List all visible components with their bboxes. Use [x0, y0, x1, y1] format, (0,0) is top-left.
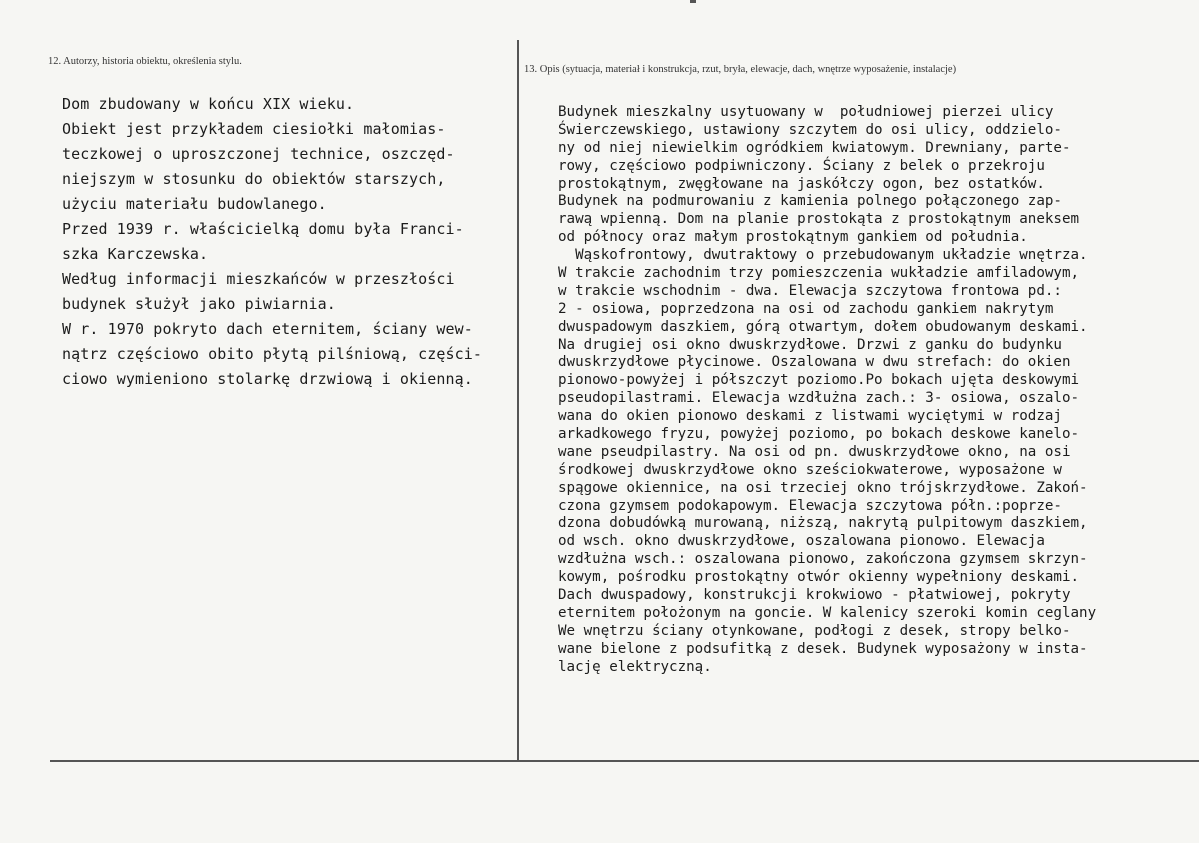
top-edge-mark: [690, 0, 696, 3]
text-line: wzdłużna wsch.: oszalowana pionowo, zakończona gzymsem skrzyn-: [558, 551, 1088, 568]
text-line: W r. 1970 pokryto dach eternitem, ściany wew-: [62, 320, 473, 338]
section-12-text: [62, 92, 512, 392]
bottom-rule: [50, 760, 1199, 762]
text-line: pseudopilastrami. Elewacja wzdłużna zach.: 3- osiowa, oszalo-: [558, 390, 1080, 407]
text-line: 2 - osiowa, poprzedzona na osi od zachodu gankiem nakrytym: [558, 300, 1054, 317]
text-line: Budynek na podmurowaniu z kamienia polnego połączonego zap-: [558, 193, 1062, 210]
text-line: Budynek mieszkalny usytuowany w południowej pierzei ulicy: [558, 104, 1054, 120]
text-line: Wąskofrontowy, dwutraktowy o przebudowanym układzie wnętrza.: [558, 247, 1088, 264]
text-line: Obiekt jest przykładem ciesiołki małomias-: [62, 120, 446, 138]
text-line: pionowo-powyżej i półszczyt poziomo.Po bokach ujęta deskowymi: [558, 372, 1080, 389]
text-line: dwuspadowym daszkiem, górą otwartym, dołem obudowanym deskami.: [558, 318, 1088, 335]
text-line: Dom zbudowany w końcu XIX wieku.: [62, 95, 355, 113]
text-line: Według informacji mieszkańców w przeszłości: [62, 270, 455, 288]
section-12-header: 12. Autorzy, historia obiektu, określenia stylu.: [48, 56, 242, 67]
text-line: wana do okien pionowo deskami z listwami wyciętymi w rodzaj: [558, 408, 1062, 425]
text-line: dzona dobudówką murowaną, niższą, nakrytą pulpitowym daszkiem,: [558, 515, 1088, 532]
text-line: W trakcie zachodnim trzy pomieszczenia wukładzie amfiladowym,: [558, 265, 1080, 282]
text-line: kowym, pośrodku prostokątny otwór okienny wypełniony deskami.: [558, 569, 1080, 586]
text-line: We wnętrzu ściany otynkowane, podłogi z desek, stropy belko-: [558, 622, 1071, 639]
text-line: dwuskrzydłowe płycinowe. Oszalowana w dwu strefach: do okien: [558, 354, 1071, 371]
section-13-text: [558, 104, 1198, 677]
text-line: rowy, częściowo podpiwniczony. Ściany z belek o przekroju: [558, 157, 1045, 174]
text-line: lację elektryczną.: [558, 658, 712, 675]
text-line: prostokątnym, zwęgłowane na jaskółczy ogon, bez ostatków.: [558, 175, 1045, 192]
text-line: wane bielone z podsufitką z desek. Budynek wyposażony w insta-: [558, 640, 1088, 657]
text-line: rawą wpienną. Dom na planie prostokąta z prostokątnym aneksem: [558, 211, 1080, 228]
text-line: teczkowej o uproszczonej technice, oszczęd-: [62, 145, 455, 163]
text-line: ny od niej niewielkim ogródkiem kwiatowym. Drewniany, parte-: [558, 139, 1071, 156]
text-line: Przed 1939 r. właścicielką domu była Franci-: [62, 220, 464, 238]
text-line: od północy oraz małym prostokątnym gankiem od południa.: [558, 229, 1028, 246]
text-line: środkowej dwuskrzydłowe okno sześciokwaterowe, wyposażone w: [558, 461, 1062, 478]
column-divider: [517, 40, 519, 760]
text-line: ciowo wymieniono stolarkę drzwiową i okienną.: [62, 370, 473, 388]
text-line: niejszym w stosunku do obiektów starszych,: [62, 170, 446, 188]
text-line: szka Karczewska.: [62, 245, 209, 263]
text-line: budynek służył jako piwiarnia.: [62, 295, 336, 313]
text-line: Dach dwuspadowy, konstrukcji krokwiowo - płatwiowej, pokryty: [558, 587, 1071, 604]
text-line: od wsch. okno dwuskrzydłowe, oszalowana pionowo. Elewacja: [558, 533, 1045, 550]
text-line: Świerczewskiego, ustawiony szczytem do osi ulicy, oddzielo-: [558, 121, 1062, 138]
text-line: wane pseudpilastry. Na osi od pn. dwuskrzydłowe okno, na osi: [558, 443, 1071, 460]
text-line: czona gzymsem podokapowym. Elewacja szczytowa półn.:poprze-: [558, 497, 1062, 514]
text-line: spągowe okiennice, na osi trzeciej okno trójskrzydłowe. Zakoń-: [558, 479, 1088, 496]
text-line: eternitem położonym na goncie. W kalenicy szeroki komin ceglany: [558, 604, 1097, 621]
text-line: w trakcie wschodnim - dwa. Elewacja szczytowa frontowa pd.:: [558, 282, 1062, 299]
text-line: nątrz częściowo obito płytą pilśniową, części-: [62, 345, 483, 363]
section-13-header: 13. Opis (sytuacja, materiał i konstrukcja, rzut, bryła, elewacje, dach, wnętrze wyposażenie, instalacje): [524, 64, 957, 75]
text-line: Na drugiej osi okno dwuskrzydłowe. Drzwi z ganku do budynku: [558, 336, 1062, 353]
text-line: arkadkowego fryzu, powyżej poziomo, po bokach deskowe kanelo-: [558, 426, 1080, 443]
text-line: użyciu materiału budowlanego.: [62, 195, 327, 213]
